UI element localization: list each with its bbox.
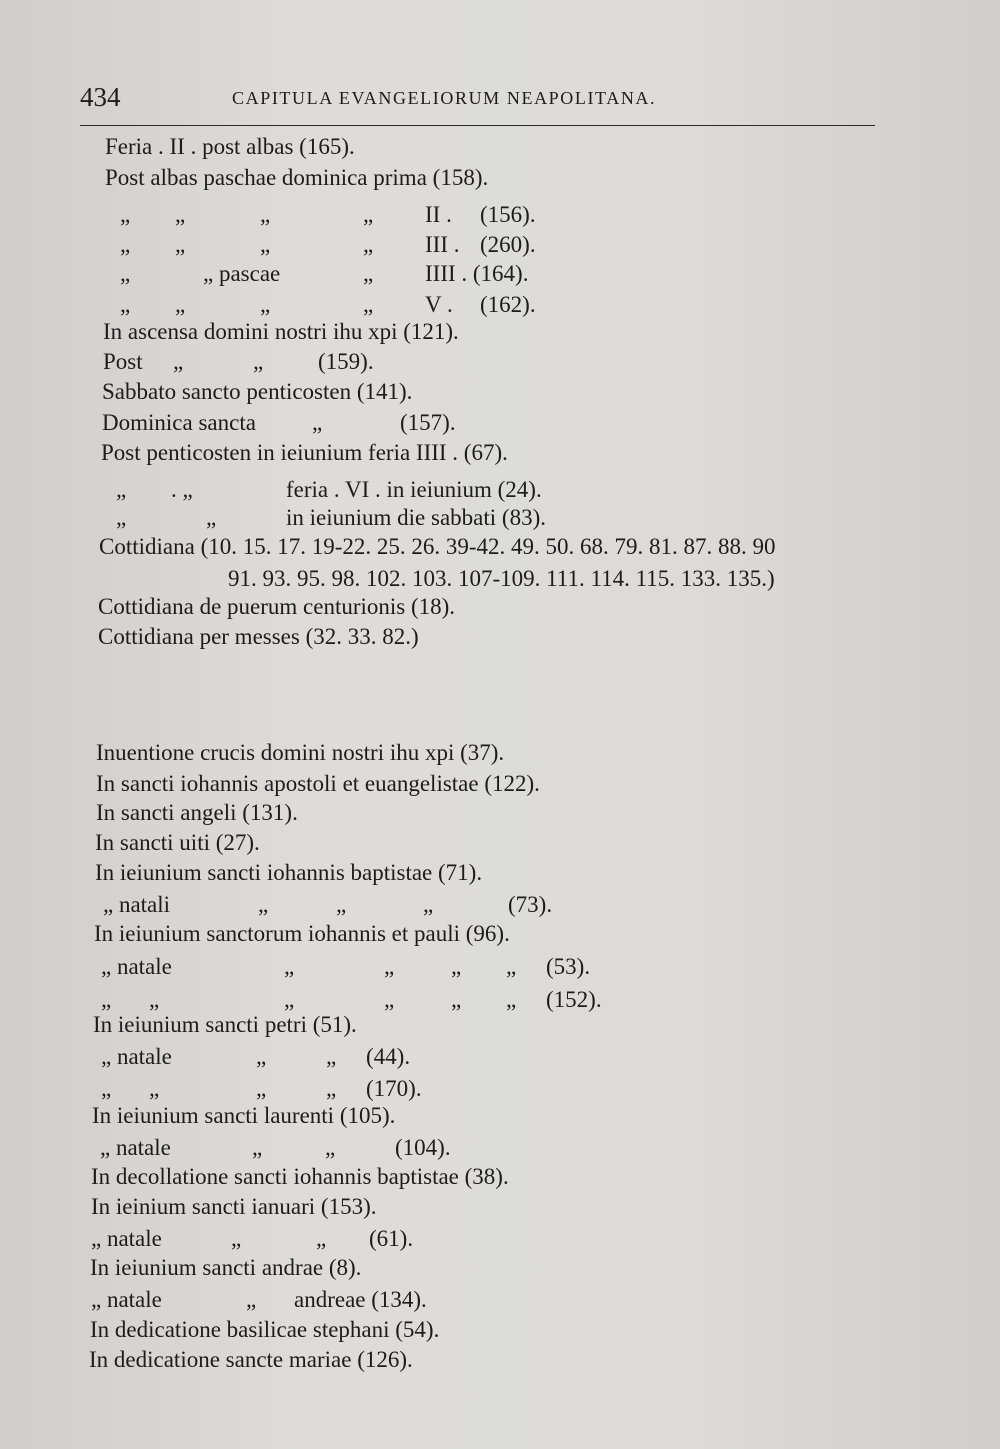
text-segment: „: [120, 232, 131, 257]
page-number: 434: [80, 82, 121, 112]
text-segment: „: [284, 954, 295, 979]
text-segment: In ascensa domini nostri ihu xpi (121).: [103, 319, 459, 344]
text-segment: In dedicatione sancte mariae (126).: [89, 1347, 413, 1372]
text-segment: „ natale: [101, 954, 172, 979]
text-segment: „: [260, 232, 271, 257]
text-segment: „: [252, 1135, 263, 1160]
text-segment: „: [363, 232, 374, 257]
text-segment: Post penticosten in ieiunium feria IIII . (67).: [101, 440, 508, 465]
text-segment: „: [256, 1076, 267, 1101]
text-segment: „: [231, 1226, 242, 1251]
text-segment: „: [175, 232, 186, 257]
text-segment: (44).: [366, 1044, 411, 1069]
text-segment: „: [120, 292, 131, 317]
text-segment: (156).: [480, 202, 536, 227]
text-segment: In decollatione sancti iohannis baptistae (38).: [91, 1164, 509, 1189]
text-segment: „: [149, 987, 160, 1012]
text-segment: In sancti uiti (27).: [95, 830, 260, 855]
text-segment: „: [326, 1044, 337, 1069]
text-segment: „: [260, 292, 271, 317]
text-segment: „: [246, 1287, 257, 1312]
text-segment: In dedicatione basilicae stephani (54).: [90, 1317, 440, 1342]
text-segment: „: [206, 505, 217, 530]
text-segment: „: [175, 202, 186, 227]
text-segment: „: [384, 987, 395, 1012]
text-segment: (170).: [366, 1076, 422, 1101]
text-segment: (260).: [480, 232, 536, 257]
text-segment: II .: [425, 202, 452, 227]
text-segment: „: [116, 505, 127, 530]
text-segment: Cottidiana (10. 15. 17. 19-22. 25. 26. 39-42. 49. 50. 68. 79. 81. 87. 88. 90: [99, 534, 776, 559]
text-segment: Feria . II . post albas (165).: [105, 134, 355, 159]
text-segment: Dominica sancta: [102, 410, 256, 435]
text-segment: „ natale: [100, 1135, 171, 1160]
text-segment: „: [149, 1076, 160, 1101]
text-segment: „: [506, 954, 517, 979]
text-segment: In ieiunium sancti iohannis baptistae (71).: [95, 860, 483, 885]
text-segment: „: [260, 202, 271, 227]
text-segment: „: [284, 987, 295, 1012]
text-segment: (61).: [369, 1226, 414, 1251]
text-segment: „: [316, 1226, 327, 1251]
text-segment: „: [101, 1076, 112, 1101]
text-segment: „: [312, 410, 323, 435]
text-segment: Sabbato sancto penticosten (141).: [102, 379, 413, 404]
page-header: [80, 80, 875, 120]
text-segment: Cottidiana per messes (32. 33. 82.): [98, 624, 419, 649]
text-segment: „: [101, 987, 112, 1012]
text-segment: (73).: [508, 892, 553, 917]
text-segment: „: [363, 261, 374, 286]
text-segment: „ natale: [101, 1044, 172, 1069]
text-segment: In ieinium sancti ianuari (153).: [91, 1194, 377, 1219]
text-segment: . „: [171, 477, 193, 502]
text-segment: (157).: [400, 410, 456, 435]
text-segment: Post albas paschae dominica prima (158).: [105, 165, 489, 190]
text-segment: In sancti angeli (131).: [96, 800, 298, 825]
text-segment: In sancti iohannis apostoli et euangelistae (122).: [96, 771, 540, 796]
text-segment: „: [258, 892, 269, 917]
text-segment: „: [336, 892, 347, 917]
text-segment: „ pascae: [203, 261, 281, 286]
running-title: CAPITULA EVANGELIORUM NEAPOLITANA.: [232, 88, 657, 108]
text-segment: (53).: [546, 954, 591, 979]
text-segment: „: [256, 1044, 267, 1069]
text-segment: „: [116, 477, 127, 502]
text-segment: „: [173, 349, 184, 374]
text-segment: „: [363, 202, 374, 227]
text-segment: „ natale: [91, 1287, 162, 1312]
text-segment: Post: [103, 349, 143, 374]
text-segment: „: [451, 987, 462, 1012]
text-segment: IIII . (164).: [425, 261, 529, 286]
text-segment: „: [423, 892, 434, 917]
text-segment: V .: [425, 292, 453, 317]
text-segment: In ieiunium sancti laurenti (105).: [92, 1103, 396, 1128]
text-segment: (162).: [480, 292, 536, 317]
text-segment: „: [175, 292, 186, 317]
text-segment: Inuentione crucis domini nostri ihu xpi (37).: [96, 740, 505, 765]
text-segment: 91. 93. 95. 98. 102. 103. 107-109. 111. 114. 115. 133. 135.): [228, 566, 775, 591]
text-segment: „: [253, 349, 264, 374]
text-segment: (152).: [546, 987, 602, 1012]
text-segment: „ natali: [103, 892, 171, 917]
text-segment: andreae (134).: [294, 1287, 427, 1312]
text-segment: In ieiunium sancti petri (51).: [93, 1012, 357, 1037]
text-segment: Cottidiana de puerum centurionis (18).: [98, 594, 456, 619]
text-segment: In ieiunium sancti andrae (8).: [90, 1255, 362, 1280]
text-segment: III .: [425, 232, 460, 257]
text-segment: „: [451, 954, 462, 979]
text-segment: in ieiunium die sabbati (83).: [286, 505, 546, 530]
text-segment: „ natale: [91, 1226, 162, 1251]
text-segment: „: [506, 987, 517, 1012]
header-rule: [80, 125, 875, 126]
text-segment: In ieiunium sanctorum iohannis et pauli (96).: [94, 921, 510, 946]
text-segment: „: [120, 261, 131, 286]
text-segment: „: [363, 292, 374, 317]
text-segment: „: [326, 1076, 337, 1101]
text-segment: feria . VI . in ieiunium (24).: [286, 477, 542, 502]
text-segment: (159).: [318, 349, 374, 374]
text-segment: „: [120, 202, 131, 227]
text-segment: (104).: [395, 1135, 451, 1160]
text-segment: „: [384, 954, 395, 979]
text-segment: „: [325, 1135, 336, 1160]
